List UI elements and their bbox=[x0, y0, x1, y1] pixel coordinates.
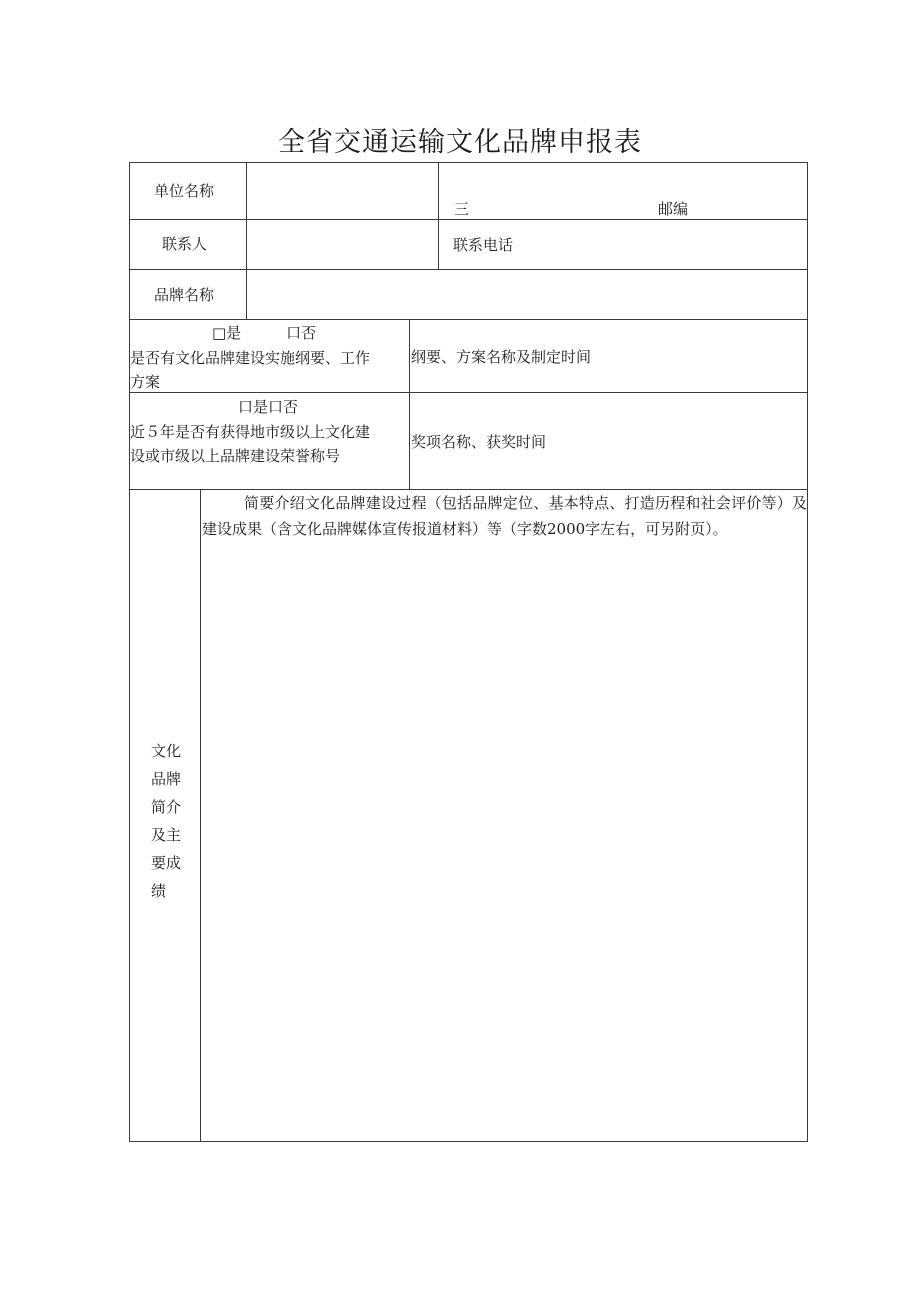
honor-question-line1: 近５年是否有获得地市级以上文化建 bbox=[130, 423, 371, 441]
form-title: 全省交通运输文化品牌申报表 bbox=[278, 127, 642, 158]
intro-label-line: 及主 bbox=[151, 826, 182, 844]
column-divider bbox=[438, 162, 439, 269]
honor-yes-no-checkbox[interactable]: 口是口否 bbox=[238, 398, 299, 416]
table-border-bottom bbox=[129, 1141, 808, 1142]
contact-field[interactable] bbox=[250, 222, 434, 266]
column-divider bbox=[246, 162, 247, 319]
phone-field[interactable] bbox=[530, 222, 802, 266]
row-divider bbox=[129, 269, 808, 270]
plan-question-line2: 方案 bbox=[130, 373, 161, 391]
column-divider bbox=[200, 489, 201, 1141]
postcode-label: 邮编 bbox=[658, 200, 689, 218]
row-divider bbox=[129, 319, 808, 320]
plan-question-line1: 是否有文化品牌建设实施纲要、工作 bbox=[130, 349, 371, 367]
san-text: 三 bbox=[454, 200, 470, 218]
intro-label-line: 文化 bbox=[151, 742, 182, 760]
brand-name-field[interactable] bbox=[250, 272, 802, 316]
table-border-right bbox=[807, 162, 808, 1142]
unit-name-field[interactable] bbox=[250, 166, 434, 216]
table-border-top bbox=[129, 162, 808, 163]
row-divider bbox=[129, 392, 808, 393]
contact-label: 联系人 bbox=[162, 235, 208, 253]
intro-label-line: 简介 bbox=[151, 798, 182, 816]
phone-label: 联系电话 bbox=[453, 236, 514, 254]
intro-instructions[interactable]: 简要介绍文化品牌建设过程（包括品牌定位、基本特点、打造历程和社会评价等）及建设成果（含文化品牌媒体宣传报道材料）等（字数2000字左右，可另附页）。 bbox=[202, 494, 807, 538]
unit-name-label: 单位名称 bbox=[154, 182, 215, 200]
column-divider bbox=[409, 319, 410, 489]
plan-yes-no-checkbox[interactable]: □是 口否 bbox=[212, 324, 317, 342]
honor-question-line2: 设或市级以上品牌建设荣誉称号 bbox=[130, 447, 341, 465]
brand-name-label: 品牌名称 bbox=[154, 286, 215, 304]
intro-label-line: 绩 bbox=[151, 882, 167, 900]
table-border-left bbox=[129, 162, 130, 1142]
intro-label-line: 要成 bbox=[151, 854, 182, 872]
plan-answer-label: 纲要、方案名称及制定时间 bbox=[411, 348, 592, 366]
honor-answer-label: 奖项名称、获奖时间 bbox=[411, 433, 547, 451]
intro-label-line: 品牌 bbox=[151, 770, 182, 788]
intro-section-label bbox=[151, 737, 191, 905]
